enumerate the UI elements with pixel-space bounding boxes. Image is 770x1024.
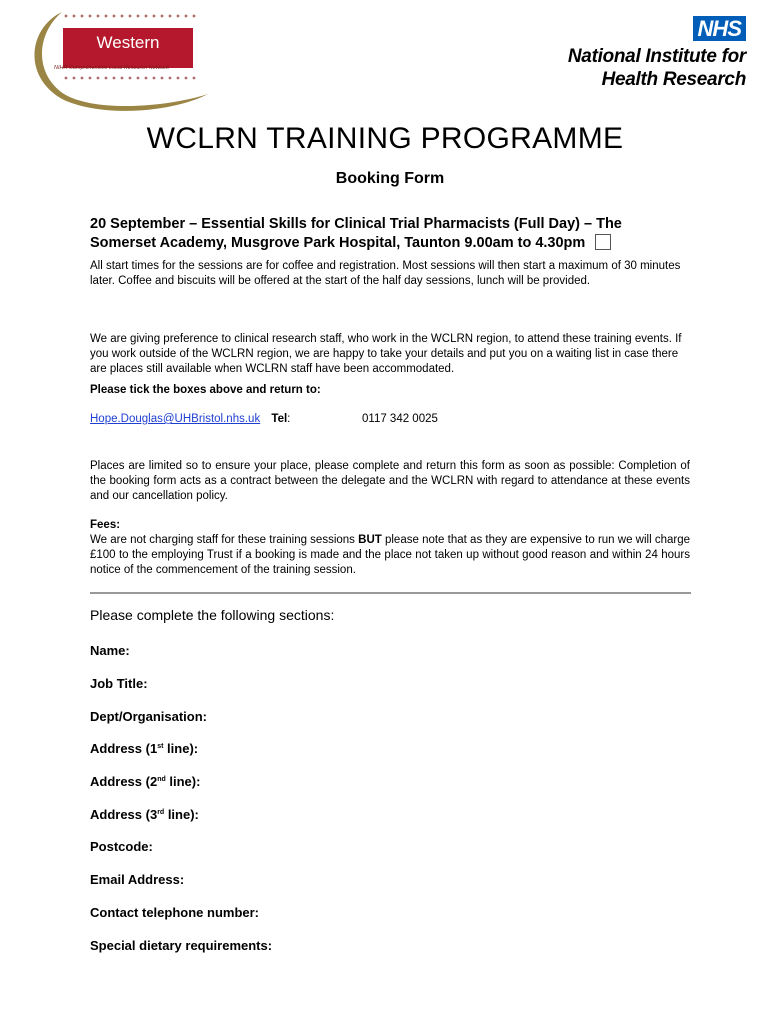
fees-text <box>90 533 690 578</box>
nihr-logo <box>536 16 746 96</box>
field-address-2[interactable] <box>90 774 200 789</box>
page-title: WCLRN TRAINING PROGRAMME <box>146 122 624 155</box>
fees-text-bold: BUT <box>358 534 382 546</box>
field-address-2-sup: nd <box>157 776 166 783</box>
fees-text-1: We are not charging staff for these training sessions <box>90 534 359 546</box>
preference-text: We are giving preference to clinical research staff, who work in the WCLRN region, to attend these training events. If you work outside of the WCLRN region, we are happy to take your details and put you on a waiting list in case there are places still available when WCLRN staff have been accommodated. <box>90 333 682 375</box>
contact-line <box>90 412 690 427</box>
tel-label: Tel <box>271 413 288 425</box>
nihr-name <box>536 45 746 91</box>
field-address-3-suffix: line): <box>164 807 199 822</box>
field-address-1[interactable] <box>90 741 198 756</box>
tel-number: 0117 342 0025 <box>362 413 438 425</box>
divider <box>90 592 691 594</box>
field-job-title[interactable]: Job Title: <box>90 676 148 691</box>
contact-email-link[interactable]: Hope.Douglas@UHBristol.nhs.uk <box>90 413 261 425</box>
field-address-1-suffix: line): <box>163 741 199 756</box>
field-postcode[interactable]: Postcode: <box>90 839 153 854</box>
page-subtitle: Booking Form <box>335 170 445 187</box>
fees-heading: Fees: <box>90 519 121 531</box>
field-dept[interactable]: Dept/Organisation: <box>90 709 208 724</box>
fees-text-2: please note that as they are expensive to run we will charge £100 to the employing Trust if a booking is made and the place not taken up without good reason and within 24 hours notice of the commencement of the training session. <box>90 534 691 576</box>
field-dietary[interactable]: Special dietary requirements: <box>90 938 273 953</box>
nihr-line-2: Health Research <box>601 69 746 90</box>
field-name[interactable]: Name: <box>90 643 130 658</box>
places-text: Places are limited so to ensure your place, please complete and return this form as soon as possible: Completion of the booking form acts as a contract between the delegate and the WCLRN with regard to attendance at these events and our cancellation policy. <box>90 460 690 502</box>
complete-heading: Please complete the following sections: <box>90 607 335 623</box>
event-checkbox[interactable] <box>595 234 611 250</box>
field-address-3-sup: rd <box>157 809 165 816</box>
field-address-2-prefix: Address (2 <box>90 774 158 789</box>
western-logo-text: Western <box>96 33 160 52</box>
western-logo <box>24 8 214 114</box>
field-address-3[interactable] <box>90 807 199 822</box>
intro-text: All start times for the sessions are for coffee and registration. Most sessions will then start a maximum of 30 minutes later. Coffee and biscuits will be offered at the start of the half day sessions, lunch will be provided. <box>90 260 681 287</box>
western-tagline: NIHR Comprehensive Local Research Network <box>54 65 169 71</box>
nihr-line-1: National Institute for <box>567 46 746 67</box>
nhs-logo: NHS <box>693 16 746 41</box>
field-email[interactable]: Email Address: <box>90 872 185 887</box>
event-line-1: 20 September – Essential Skills for Clinical Trial Pharmacists (Full Day) – The <box>90 216 622 232</box>
field-address-3-prefix: Address (3 <box>90 807 158 822</box>
field-phone[interactable]: Contact telephone number: <box>90 905 260 920</box>
event-heading <box>90 215 690 253</box>
field-address-1-sup: st <box>157 743 164 750</box>
field-address-2-suffix: line): <box>165 774 201 789</box>
western-logo-box <box>63 28 193 68</box>
return-heading: Please tick the boxes above and return to: <box>90 384 321 396</box>
event-line-2-text: Somerset Academy, Musgrove Park Hospital, Taunton 9.00am to 4.30pm <box>90 235 586 251</box>
field-address-1-prefix: Address (1 <box>90 741 158 756</box>
tel-colon: : <box>287 413 291 425</box>
event-line-2 <box>90 234 690 253</box>
